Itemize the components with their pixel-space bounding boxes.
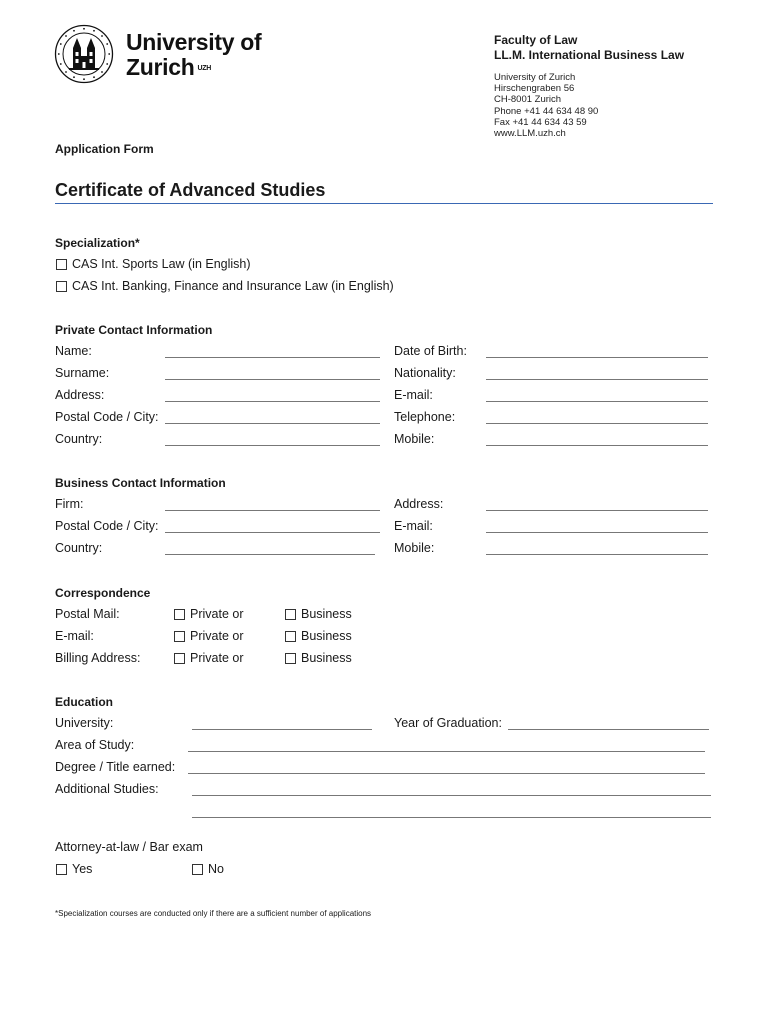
label-postal-code-city: Postal Code / City: xyxy=(55,410,159,424)
label-postal-mail: Postal Mail: xyxy=(55,607,120,621)
option-business: Business xyxy=(301,607,352,621)
university-seal-icon xyxy=(54,24,114,84)
option-business: Business xyxy=(301,629,352,643)
additional-studies-field[interactable] xyxy=(192,795,711,796)
website-link[interactable]: www.LLM.uzh.ch xyxy=(494,128,566,140)
label-email: E-mail: xyxy=(394,388,433,402)
program-name: LL.M. International Business Law xyxy=(494,48,685,62)
date-of-birth-field[interactable] xyxy=(486,357,708,358)
label-university: University: xyxy=(55,716,114,730)
label-business-email: E-mail: xyxy=(394,519,433,533)
form-label: Application Form xyxy=(55,142,154,156)
title-divider xyxy=(55,203,713,204)
checkbox-banking-law[interactable] xyxy=(56,281,67,292)
wordmark-line-2 xyxy=(126,55,261,80)
option-private: Private or xyxy=(190,607,244,621)
address-block xyxy=(494,72,598,139)
business-email-field[interactable] xyxy=(486,532,708,533)
wordmark-zurich: Zurich xyxy=(126,54,195,80)
postal-code-city-field[interactable] xyxy=(165,423,380,424)
correspondence-heading: Correspondence xyxy=(55,586,151,600)
label-country: Country: xyxy=(55,432,103,446)
option-banking-law: CAS Int. Banking, Finance and Insurance Law (in English) xyxy=(72,279,394,293)
option-business: Business xyxy=(301,651,352,665)
business-postal-code-city-field[interactable] xyxy=(165,532,380,533)
additional-studies-field-line-2[interactable] xyxy=(192,817,711,818)
business-country-field[interactable] xyxy=(165,554,375,555)
faculty-block xyxy=(494,33,684,63)
option-sports-law: CAS Int. Sports Law (in English) xyxy=(72,257,251,271)
checkbox-postal-mail-business[interactable] xyxy=(285,609,296,620)
label-business-postal-code-city: Postal Code / City: xyxy=(55,519,159,533)
option-yes: Yes xyxy=(72,862,93,876)
option-private: Private or xyxy=(190,651,244,665)
university-wordmark xyxy=(126,30,261,80)
country-field[interactable] xyxy=(165,445,380,446)
option-private: Private or xyxy=(190,629,244,643)
specialization-heading: Specialization* xyxy=(55,236,140,250)
telephone-field[interactable] xyxy=(486,423,708,424)
address-line: Hirschengraben 56 xyxy=(494,83,575,95)
label-date-of-birth: Date of Birth: xyxy=(394,344,467,358)
label-telephone: Telephone: xyxy=(394,410,456,424)
firm-field[interactable] xyxy=(165,510,380,511)
faculty-name: Faculty of Law xyxy=(494,33,578,47)
university-field[interactable] xyxy=(192,729,372,730)
uzh-badge: UZH xyxy=(197,65,211,72)
page-title: Certificate of Advanced Studies xyxy=(55,180,326,200)
mobile-field[interactable] xyxy=(486,445,708,446)
option-no: No xyxy=(208,862,224,876)
email-field[interactable] xyxy=(486,401,708,402)
checkbox-sports-law[interactable] xyxy=(56,259,67,270)
label-business-address: Address: xyxy=(394,497,444,511)
address-line: Fax +41 44 634 43 59 xyxy=(494,116,587,128)
checkbox-bar-exam-yes[interactable] xyxy=(56,864,67,875)
private-contact-heading: Private Contact Information xyxy=(55,323,213,337)
label-billing-address: Billing Address: xyxy=(55,651,141,665)
label-mobile: Mobile: xyxy=(394,432,435,446)
checkbox-email-private[interactable] xyxy=(174,631,185,642)
label-firm: Firm: xyxy=(55,497,84,511)
business-mobile-field[interactable] xyxy=(486,554,708,555)
label-business-country: Country: xyxy=(55,541,103,555)
label-nationality: Nationality: xyxy=(394,366,456,380)
wordmark-line-1: University of xyxy=(126,29,262,55)
business-contact-heading: Business Contact Information xyxy=(55,476,226,490)
nationality-field[interactable] xyxy=(486,379,708,380)
address-field[interactable] xyxy=(165,401,380,402)
uzh-logo xyxy=(54,24,284,84)
label-address: Address: xyxy=(55,388,105,402)
label-surname: Surname: xyxy=(55,366,110,380)
label-area-of-study: Area of Study: xyxy=(55,738,135,752)
label-name: Name: xyxy=(55,344,92,358)
checkbox-bar-exam-no[interactable] xyxy=(192,864,203,875)
address-line: CH-8001 Zurich xyxy=(494,94,562,106)
name-field[interactable] xyxy=(165,357,380,358)
checkbox-email-business[interactable] xyxy=(285,631,296,642)
year-of-graduation-field[interactable] xyxy=(508,729,709,730)
label-business-mobile: Mobile: xyxy=(394,541,435,555)
bar-exam-heading: Attorney-at-law / Bar exam xyxy=(55,840,203,854)
label-correspondence-email: E-mail: xyxy=(55,629,94,643)
label-degree: Degree / Title earned: xyxy=(55,760,176,774)
area-of-study-field[interactable] xyxy=(188,751,705,752)
label-year-of-graduation: Year of Graduation: xyxy=(394,716,502,730)
address-line: University of Zurich xyxy=(494,72,576,83)
education-heading: Education xyxy=(55,695,114,709)
degree-field[interactable] xyxy=(188,773,705,774)
checkbox-postal-mail-private[interactable] xyxy=(174,609,185,620)
label-additional-studies: Additional Studies: xyxy=(55,782,159,796)
footnote: *Specialization courses are conducted only if there are a sufficient number of applications xyxy=(55,909,372,918)
business-address-field[interactable] xyxy=(486,510,708,511)
checkbox-billing-private[interactable] xyxy=(174,653,185,664)
surname-field[interactable] xyxy=(165,379,380,380)
checkbox-billing-business[interactable] xyxy=(285,653,296,664)
address-line: Phone +41 44 634 48 90 xyxy=(494,105,599,117)
